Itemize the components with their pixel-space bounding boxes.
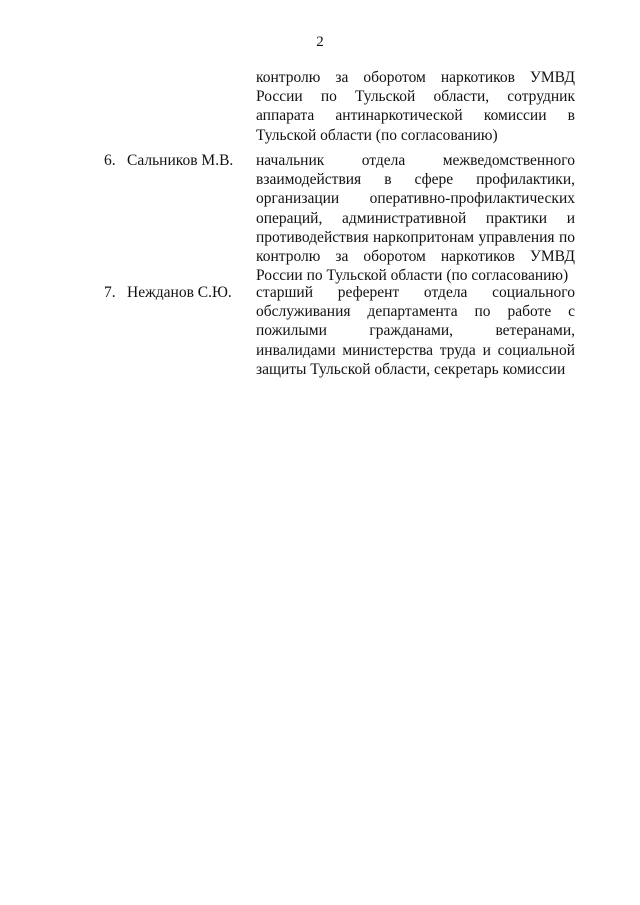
member-number: 6. — [104, 152, 116, 169]
member-position: старший референт отдела социального обслуживания департамента по работе с пожилыми гражданами, ветеранами, инвалидами министерства труда и социальной защиты Тульской области, секретарь комиссии — [256, 284, 575, 378]
member-name: Сальников М.В. — [127, 152, 234, 169]
page-number: 2 — [316, 34, 324, 50]
member-number: 7. — [104, 284, 116, 301]
member-position: начальник отдела межведомственного взаимодействия в сфере профилактики, организации оперативно-профилактических операций, административной практики и противодействия наркопритонам управления по контролю за оборотом наркотиков УМВД России по Тульской области (по согласованию) — [256, 152, 575, 285]
continued-position-text: контролю за оборотом наркотиков УМВД России по Тульской области, сотрудник аппарата антинаркотической комиссии в Тульской области (по согласованию) — [256, 69, 575, 144]
member-name: Нежданов С.Ю. — [127, 284, 232, 301]
